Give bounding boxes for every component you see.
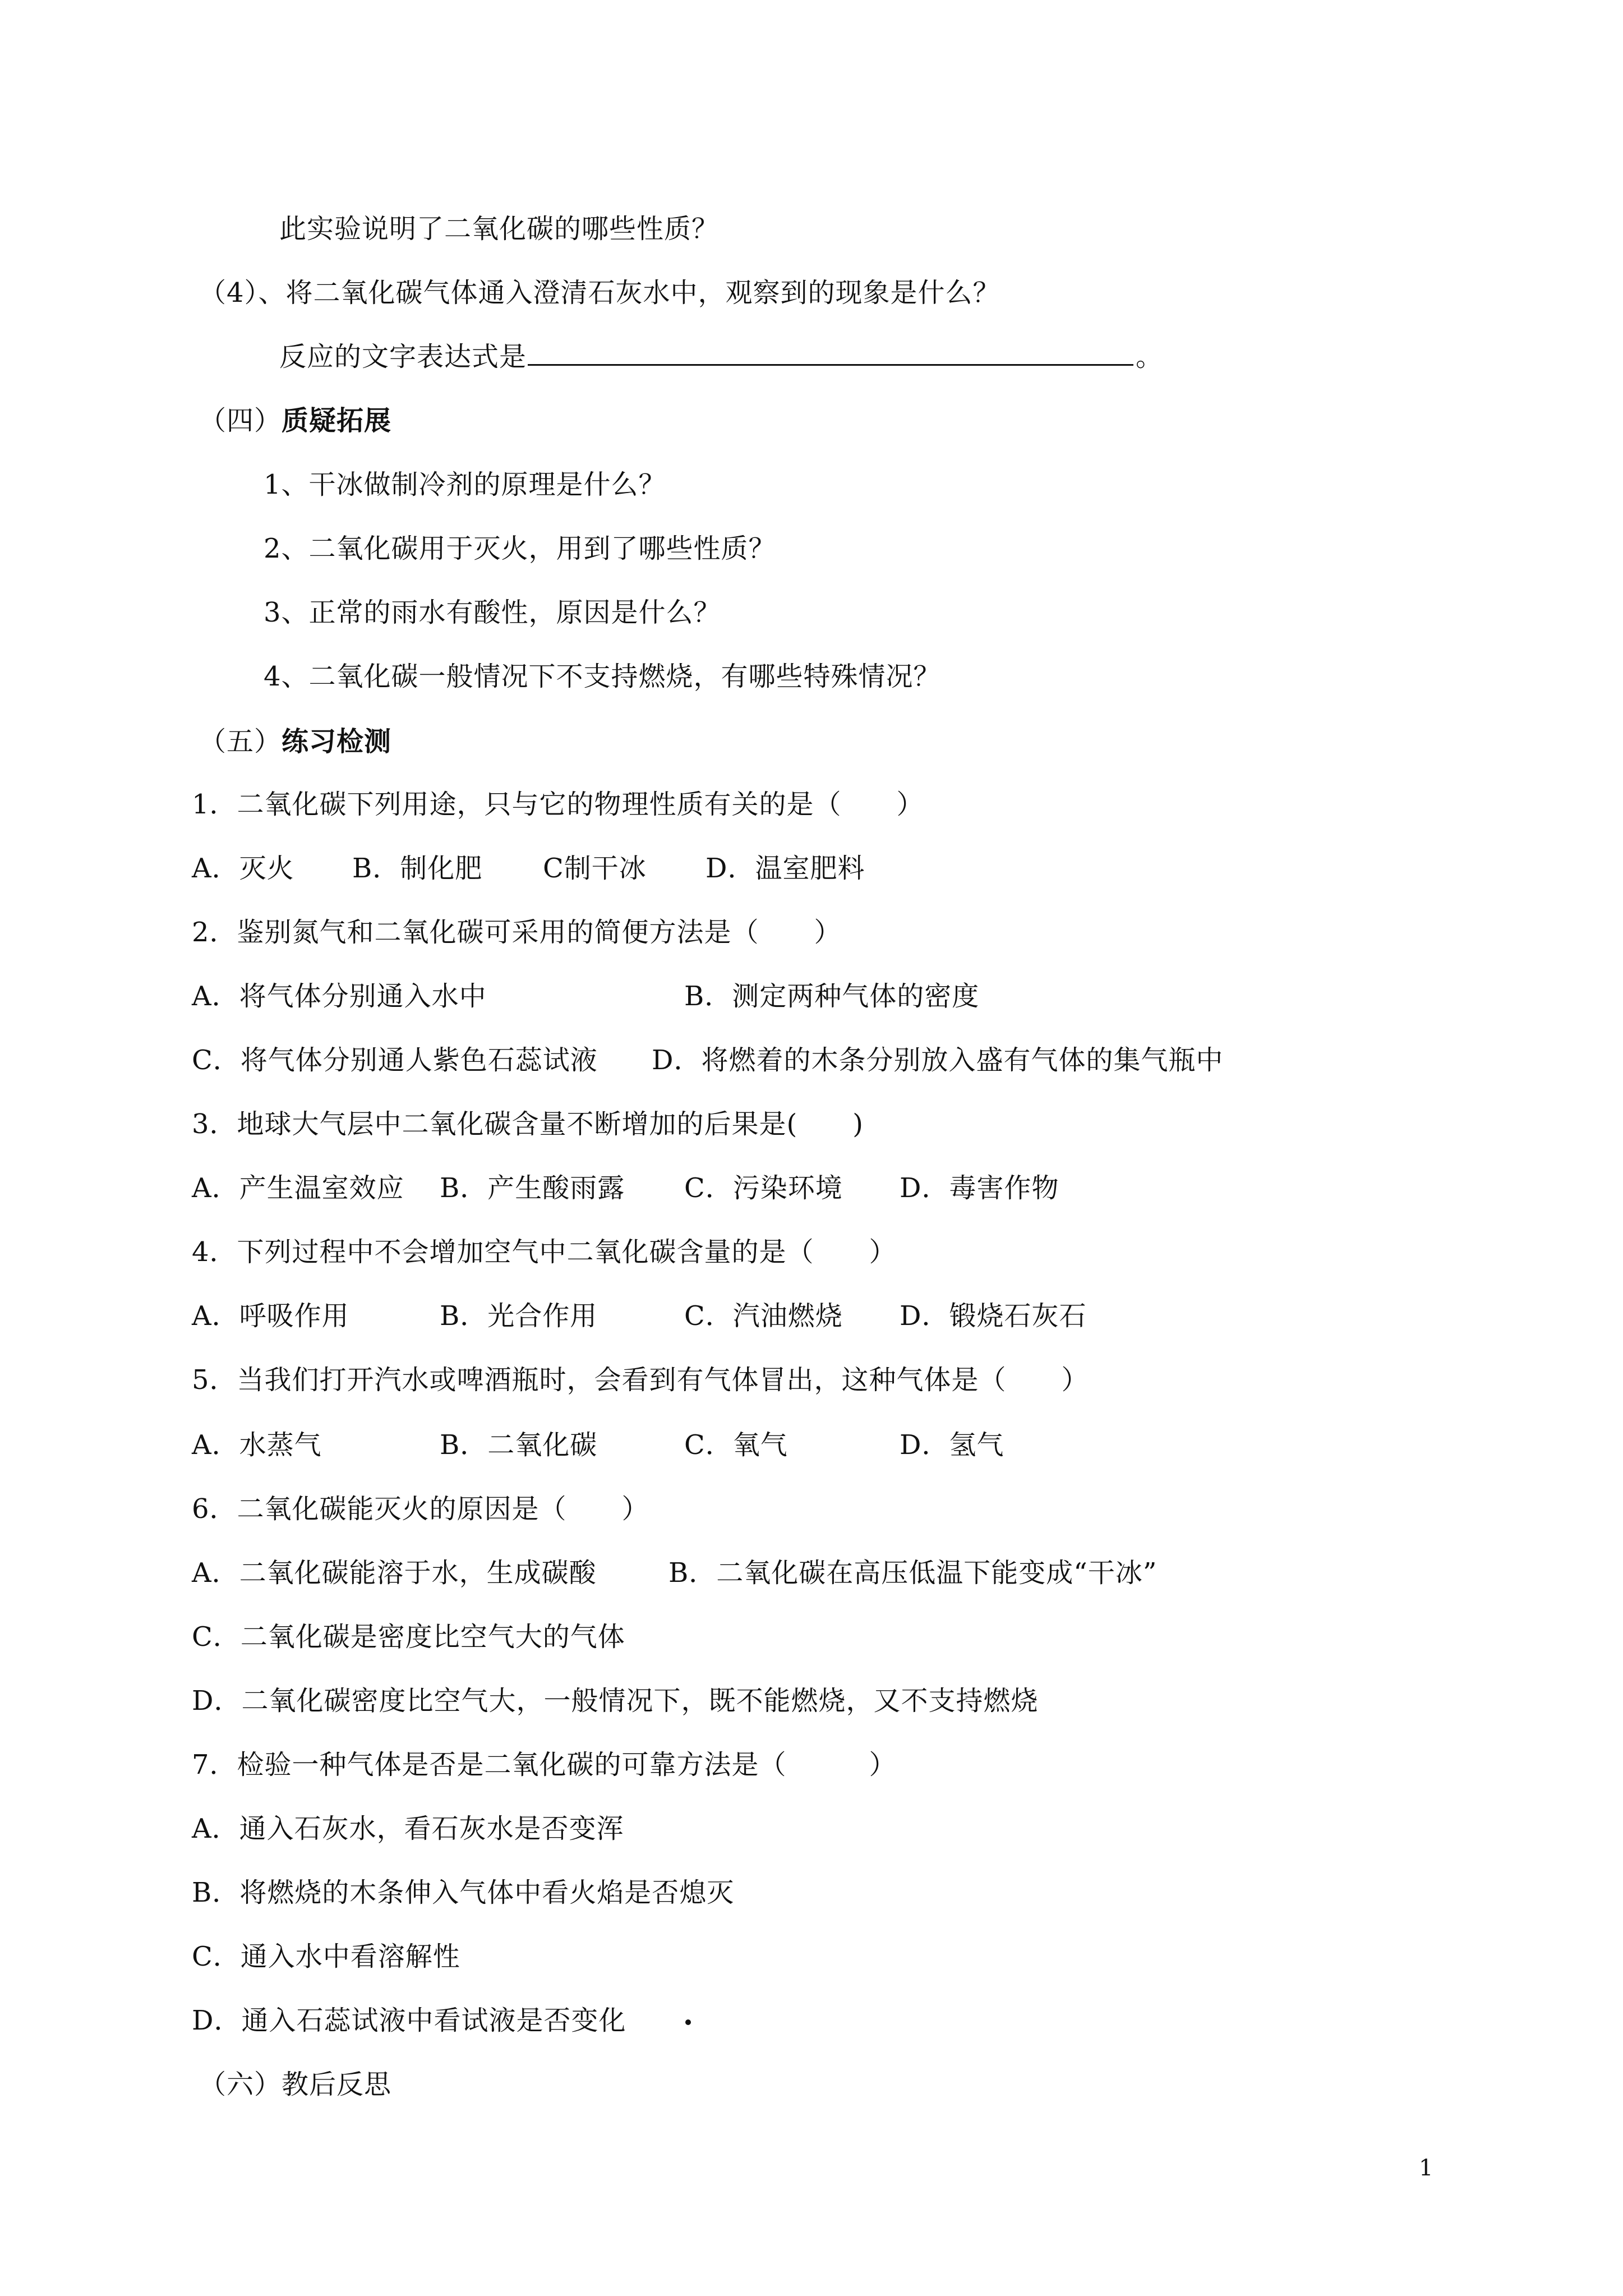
option-b: B．二氧化碳 — [440, 1429, 598, 1461]
list-item: 4、二氧化碳一般情况下不支持燃烧，有哪些特殊情况？ — [264, 661, 941, 692]
question-4-text: （4）、将二氧化碳气体通入澄清石灰水中，观察到的现象是什么？ — [199, 277, 1000, 309]
option-a: A．呼吸作用 — [192, 1300, 349, 1332]
section-number: （五） — [199, 726, 282, 757]
option-a: A．水蒸气 — [192, 1429, 322, 1461]
option-d: D．氢气 — [900, 1429, 1004, 1461]
option-c: C．氧气 — [684, 1429, 788, 1461]
question-stem: 2．鉴别氮气和二氧化碳可采用的简便方法是（ ） — [192, 917, 842, 948]
option-b: B．测定两种气体的密度 — [684, 981, 980, 1012]
answer-blank[interactable] — [528, 339, 1133, 366]
question-stem: 3．地球大气层中二氧化碳含量不断增加的后果是( ) — [192, 1108, 864, 1140]
section-number: （四） — [199, 405, 282, 436]
option-d: D．将燃着的木条分别放入盛有气体的集气瓶中 — [652, 1045, 1224, 1076]
option-b: B．产生酸雨露 — [440, 1172, 625, 1204]
option-b: B．光合作用 — [440, 1300, 598, 1332]
stray-dot-mark — [685, 2019, 691, 2025]
option-c: C．汽油燃烧 — [684, 1300, 843, 1332]
section-heading-practice — [199, 724, 391, 760]
option-b: B．将燃烧的木条伸入气体中看火焰是否熄灭 — [192, 1877, 735, 1908]
option-d: D．锻烧石灰石 — [900, 1300, 1087, 1332]
option-c: C．二氧化碳是密度比空气大的气体 — [192, 1621, 625, 1653]
option-a: A．产生温室效应 — [192, 1172, 404, 1204]
question-stem: 1．二氧化碳下列用途，只与它的物理性质有关的是（ ） — [192, 789, 924, 820]
list-item: 3、正常的雨水有酸性，原因是什么？ — [264, 597, 721, 628]
reaction-prefix: 反应的文字表达式是 — [279, 341, 527, 372]
option-a: A．二氧化碳能溶于水，生成碳酸 — [192, 1557, 597, 1589]
question-stem: 7．检验一种气体是否是二氧化碳的可靠方法是（ ） — [192, 1749, 897, 1780]
section-heading-questions-expansion — [199, 403, 391, 439]
question-stem: 4．下列过程中不会增加空气中二氧化碳含量的是（ ） — [192, 1236, 897, 1268]
section-title: 练习检测 — [282, 726, 392, 757]
option-b: B．二氧化碳在高压低温下能变成“干冰” — [668, 1557, 1158, 1589]
intro-line: 此实验说明了二氧化碳的哪些性质？ — [279, 213, 720, 245]
option-d: D．二氧化碳密度比空气大，一般情况下，既不能燃烧，又不支持燃烧 — [192, 1685, 1039, 1717]
option-d: D．通入石蕊试液中看试液是否变化 — [192, 2005, 626, 2036]
page-number: 1 — [1419, 2155, 1433, 2181]
option-a: A．通入石灰水，看石灰水是否变浑 — [192, 1813, 624, 1844]
option-c: C制干冰 — [543, 853, 647, 884]
option-c: C．污染环境 — [684, 1172, 843, 1204]
option-c: C．通入水中看溶解性 — [192, 1941, 460, 1972]
option-d: D．毒害作物 — [900, 1172, 1059, 1204]
question-stem: 6．二氧化碳能灭火的原因是（ ） — [192, 1493, 649, 1525]
list-item: 2、二氧化碳用于灭火，用到了哪些性质？ — [264, 533, 776, 564]
section-heading-reflection: （六）教后反思 — [199, 2069, 392, 2100]
option-d: D．温室肥料 — [706, 853, 865, 884]
question-stem: 5．当我们打开汽水或啤酒瓶时，会看到有气体冒出，这种气体是（ ） — [192, 1364, 1089, 1396]
option-a: A．灭火 — [192, 853, 294, 884]
option-a: A．将气体分别通入水中 — [192, 981, 487, 1012]
reaction-suffix: 。 — [1136, 341, 1164, 372]
option-b: B．制化肥 — [352, 853, 483, 884]
list-item: 1、干冰做制冷剂的原理是什么？ — [264, 469, 666, 500]
section-title: 质疑拓展 — [282, 405, 392, 436]
option-c: C．将气体分别通人紫色石蕊试液 — [192, 1045, 598, 1076]
reaction-expression-line — [279, 339, 1163, 375]
